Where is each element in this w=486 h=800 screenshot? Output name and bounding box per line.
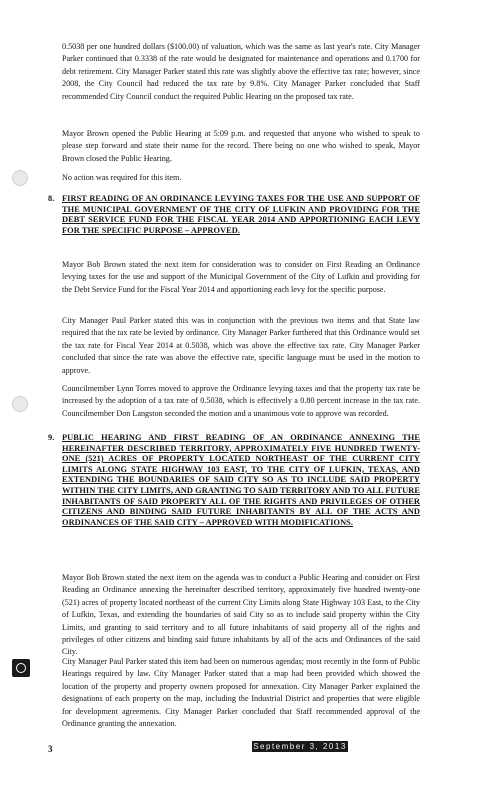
paragraph-public-hearing-opened: Mayor Brown opened the Public Hearing at 5:09 p.m. and requested that anyone who wished to speak to please step forward and state their name for the record. There being no one who wished to speak, Mayor Brown closed the Public Hearing. — [62, 129, 420, 163]
punch-hole-middle — [12, 396, 28, 412]
item-number: 8. — [48, 194, 55, 203]
paragraph-tax-rate-continuation: 0.5038 per one hundred dollars ($100.00) of valuation, which was the same as last year's rate. City Manager Parker continued that 0.3338 of the rate would be designated for maintenance and operations and 0.1700 for debt retirement. City Manager Parker stated this rate was slightly above the effective tax rate; however, since 2008, the City Council had reduced the tax rate by 9.8%. City Manager Parker concluded that Staff recommended City Council conduct the required Public Hearing on the proposed tax rate. — [62, 42, 420, 101]
paragraph-item-8-manager: City Manager Paul Parker stated this was in conjunction with the previous two items and that State law required that the tax rate be levied by ordinance. City Manager Parker furthered that this Ordinance would set the tax rate for Fiscal Year 2014 at 0.5038, which was above the effective tax rate. City Manager Parker concluded that since the rate was above the effective rate, specific language must be used in the motion to approve. — [62, 316, 420, 375]
paragraph-item-9-manager: City Manager Paul Parker stated this item had been on numerous agendas; most recently in the form of Public Hearings required by law. City Manager Parker stated that a map had been provided which showed the location of the property and property owners proposed for annexation. City Manager Parker explained the designations of each property on the map, including the Industrial District and properties that were eligible for development agreements. City Manager Parker concluded that Staff recommended approval of the Ordinance granting the annexation. — [62, 657, 420, 729]
paragraph-item-9-intro: Mayor Bob Brown stated the next item on the agenda was to conduct a Public Hearing and consider on First Reading an Ordinance annexing the hereinafter described territory, approximately five hundred twenty-one (521) acres of property located northeast of the current City Limits along State Highway 103 East, to the City of Lufkin, Texas, and extending the boundaries of said City so as to include said property within the City Limits, and granting to said territory and to all future inhabitants of said property all of the rights and privileges of other citizens and binding said future inhabitants by all of the acts and Ordinances of the said City. — [62, 573, 420, 657]
punch-hole-top — [12, 170, 28, 186]
item-heading: PUBLIC HEARING AND FIRST READING OF AN ORDINANCE ANNEXING THE HEREINAFTER DESCRIBED TERRITORY, APPROXIMATELY FIVE HUNDRED TWENTY-ONE (521) ACRES OF PROPERTY LOCATED NORTHEAST OF THE CURRENT CITY LIMITS ALONG STATE HIGHWAY 103 EAST, TO THE CITY OF LUFKIN, TEXAS, AND EXTENDING THE BOUNDARIES OF SAID CITY SO AS TO INCLUDE SAID PROPERTY WITHIN THE CITY LIMITS, AND GRANTING TO SAID TERRITORY AND TO ALL FUTURE INHABITANTS OF SAID PROPERTY ALL OF THE RIGHTS AND PRIVILEGES OF OTHER CITIZENS AND BINDING SAID FUTURE INHABITANTS BY ALL OF THE ACTS AND ORDINANCES OF THE SAID CITY – APPROVED WITH MODIFICATIONS. — [62, 433, 420, 527]
item-number: 9. — [48, 433, 55, 442]
binder-tab-icon — [12, 659, 30, 677]
paragraph-item-8-motion: Councilmember Lynn Torres moved to approve the Ordinance levying taxes and that the property tax rate be increased by the adoption of a tax rate of 0.5038, which is effectively a 0.80 percent increase in the tax rate. Councilmember Don Langston seconded the motion and a unanimous vote to approve was recorded. — [62, 384, 420, 418]
paragraph-item-8-intro: Mayor Bob Brown stated the next item for consideration was to consider on First Reading an Ordinance levying taxes for the use and support of the Municipal Government of the City of Lufkin and providing for the Debt Service Fund for the Fiscal Year 2014 and apportioning each levy for the specific purpose. — [62, 260, 420, 294]
page-number: 3 — [48, 744, 53, 754]
date-stamp: September 3, 2013 — [253, 742, 347, 751]
item-heading: FIRST READING OF AN ORDINANCE LEVYING TAXES FOR THE USE AND SUPPORT OF THE MUNICIPAL GOVERNMENT OF THE CITY OF LUFKIN AND PROVIDING FOR THE DEBT SERVICE FUND FOR THE FISCAL YEAR 2014 AND APPORTIONING EACH LEVY FOR THE SPECIFIC PURPOSE – APPROVED. — [62, 194, 420, 235]
paragraph-no-action: No action was required for this item. — [62, 173, 182, 182]
